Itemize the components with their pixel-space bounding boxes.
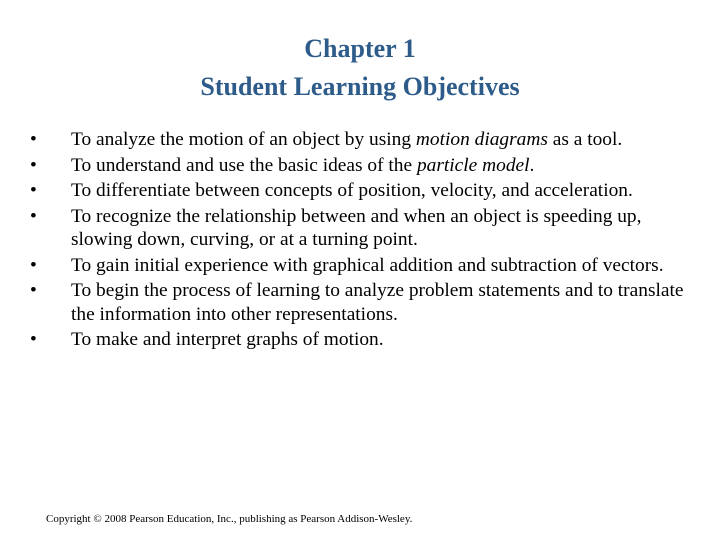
- objective-text: [71, 279, 700, 326]
- objective-item: [30, 279, 700, 326]
- objective-text-part: To analyze the motion of an object by using: [71, 129, 416, 150]
- copyright-footer: Copyright © 2008 Pearson Education, Inc., publishing as Pearson Addison-Wesley.: [46, 513, 413, 525]
- bullet-icon: •: [30, 129, 37, 150]
- objective-item: [30, 205, 700, 252]
- objective-item: [30, 179, 700, 203]
- objective-item: [30, 328, 700, 352]
- objective-emphasis: motion diagrams: [415, 129, 548, 150]
- objective-text-part: To understand and use the basic ideas of the: [71, 154, 417, 176]
- objectives-list: [30, 128, 700, 354]
- objective-text-part: To recognize the relationship between and when an object is speeding up, slowing down, curving, or at a turning point.: [71, 205, 642, 250]
- bullet-icon: •: [30, 180, 37, 201]
- objective-text-part: .: [529, 154, 535, 176]
- objective-text: [71, 128, 700, 152]
- title-line-1: Chapter 1: [304, 34, 416, 63]
- objective-text-part: To gain initial experience with graphical addition and subtraction of vectors.: [71, 254, 664, 276]
- objective-text: [71, 254, 700, 278]
- bullet-icon: •: [30, 254, 37, 276]
- objective-item: [30, 128, 700, 152]
- objective-emphasis: particle model: [416, 154, 530, 176]
- objective-item: [30, 154, 700, 178]
- bullet-icon: •: [30, 205, 37, 227]
- objective-item: [30, 254, 700, 278]
- title-line-2: Student Learning Objectives: [200, 72, 520, 101]
- objective-text-part: To differentiate between concepts of position, velocity, and acceleration.: [71, 180, 633, 201]
- objective-text-part: as a tool.: [547, 129, 623, 150]
- objective-text-part: To begin the process of learning to analyze problem statements and to translate the information into other representations.: [71, 280, 684, 325]
- bullet-icon: •: [30, 154, 37, 176]
- objective-text-part: To make and interpret graphs of motion.: [71, 329, 384, 350]
- objective-text: [71, 205, 700, 252]
- bullet-icon: •: [30, 329, 37, 350]
- objective-text: [71, 328, 700, 352]
- bullet-icon: •: [30, 280, 37, 301]
- objective-text: [71, 179, 700, 203]
- slide-title: [60, 30, 660, 106]
- objective-text: [71, 154, 700, 178]
